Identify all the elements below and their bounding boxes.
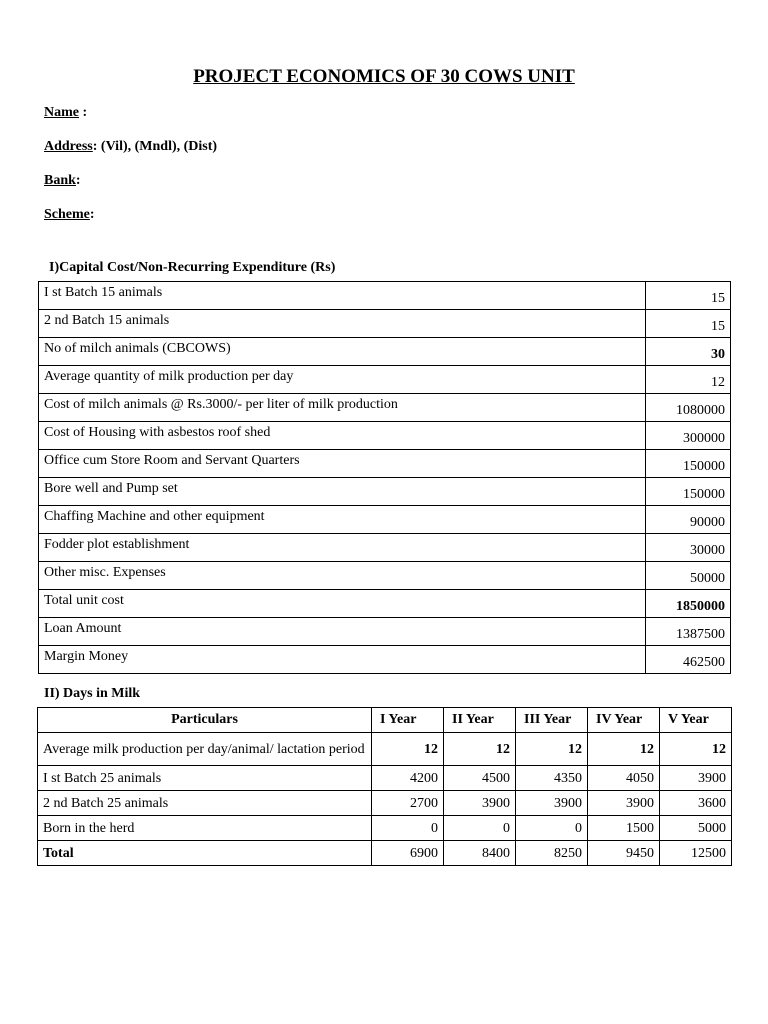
scheme-field	[44, 207, 95, 223]
row-value: 90000	[646, 506, 731, 534]
row-label: Bore well and Pump set	[39, 478, 646, 506]
row-label: Average quantity of milk production per day	[39, 366, 646, 394]
milk-heading: II) Days in Milk	[44, 686, 141, 701]
cell-value: 3900	[444, 791, 516, 816]
cell-value: 8250	[516, 841, 588, 866]
row-value: 30	[646, 338, 731, 366]
scheme-suffix: :	[89, 207, 95, 222]
row-label: I st Batch 25 animals	[38, 766, 372, 791]
bank-field	[44, 173, 81, 189]
cell-value: 3900	[588, 791, 660, 816]
table-row	[38, 766, 732, 791]
row-value: 50000	[646, 562, 731, 590]
cell-value: 4050	[588, 766, 660, 791]
row-label: 2 nd Batch 25 animals	[38, 791, 372, 816]
bank-suffix: :	[75, 173, 81, 188]
row-value: 300000	[646, 422, 731, 450]
row-value: 1080000	[646, 394, 731, 422]
bank-label: Bank	[44, 173, 76, 188]
row-value: 1850000	[646, 590, 731, 618]
table-row	[39, 534, 731, 562]
cell-value: 1500	[588, 816, 660, 841]
cell-value: 4200	[372, 766, 444, 791]
table-row	[39, 450, 731, 478]
cell-value: 12500	[660, 841, 732, 866]
cell-value: 0	[444, 816, 516, 841]
cell-value: 12	[372, 733, 444, 766]
table-row	[39, 422, 731, 450]
col-header: III Year	[516, 708, 588, 733]
table-row	[39, 338, 731, 366]
address-label: Address	[44, 139, 93, 154]
table-row	[38, 791, 732, 816]
cell-value: 3600	[660, 791, 732, 816]
table-row	[39, 562, 731, 590]
col-header: I Year	[372, 708, 444, 733]
cell-value: 2700	[372, 791, 444, 816]
cell-value: 4500	[444, 766, 516, 791]
row-label: Total unit cost	[39, 590, 646, 618]
address-field	[44, 139, 217, 155]
capital-cost-table	[38, 281, 731, 674]
cell-value: 6900	[372, 841, 444, 866]
capital-heading: I)Capital Cost/Non-Recurring Expenditure (Rs)	[49, 260, 336, 275]
row-value: 30000	[646, 534, 731, 562]
cell-value: 0	[516, 816, 588, 841]
col-header: Particulars	[38, 708, 372, 733]
name-label: Name	[44, 105, 79, 120]
row-value: 15	[646, 282, 731, 310]
row-label: I st Batch 15 animals	[39, 282, 646, 310]
row-label: Cost of Housing with asbestos roof shed	[39, 422, 646, 450]
cell-value: 0	[372, 816, 444, 841]
cell-value: 4350	[516, 766, 588, 791]
table-row	[39, 590, 731, 618]
table-row	[39, 366, 731, 394]
row-label: Margin Money	[39, 646, 646, 674]
table-row	[38, 841, 732, 866]
col-header: V Year	[660, 708, 732, 733]
cell-value: 12	[588, 733, 660, 766]
row-label: Chaffing Machine and other equipment	[39, 506, 646, 534]
name-field	[44, 105, 87, 121]
row-value: 15	[646, 310, 731, 338]
header-row	[38, 708, 732, 733]
row-label: No of milch animals (CBCOWS)	[39, 338, 646, 366]
col-header: II Year	[444, 708, 516, 733]
cell-value: 3900	[516, 791, 588, 816]
cell-value: 12	[660, 733, 732, 766]
page-title: PROJECT ECONOMICS OF 30 COWS UNIT	[193, 66, 575, 87]
table-row	[39, 646, 731, 674]
table-row	[39, 618, 731, 646]
name-suffix: :	[79, 105, 88, 120]
row-label: Born in the herd	[38, 816, 372, 841]
row-label: Loan Amount	[39, 618, 646, 646]
table-row	[39, 478, 731, 506]
cell-value: 3900	[660, 766, 732, 791]
row-value: 150000	[646, 450, 731, 478]
table-row	[39, 394, 731, 422]
cell-value: 12	[516, 733, 588, 766]
address-value: : (Vil), (Mndl), (Dist)	[92, 139, 218, 154]
row-label: Cost of milch animals @ Rs.3000/- per liter of milk production	[39, 394, 646, 422]
table-row	[39, 506, 731, 534]
row-value: 150000	[646, 478, 731, 506]
days-in-milk-table	[37, 707, 732, 866]
row-value: 462500	[646, 646, 731, 674]
table-row	[38, 816, 732, 841]
row-label: Fodder plot establishment	[39, 534, 646, 562]
cell-value: 8400	[444, 841, 516, 866]
cell-value: 5000	[660, 816, 732, 841]
row-label: Office cum Store Room and Servant Quarters	[39, 450, 646, 478]
row-label: Other misc. Expenses	[39, 562, 646, 590]
scheme-label: Scheme	[44, 207, 90, 222]
table-row	[39, 282, 731, 310]
row-label: Total	[38, 841, 372, 866]
cell-value: 12	[444, 733, 516, 766]
row-value: 1387500	[646, 618, 731, 646]
row-value: 12	[646, 366, 731, 394]
col-header: IV Year	[588, 708, 660, 733]
table-row	[38, 733, 732, 766]
row-label: 2 nd Batch 15 animals	[39, 310, 646, 338]
row-label: Average milk production per day/animal/ lactation period	[38, 733, 372, 766]
table-row	[39, 310, 731, 338]
cell-value: 9450	[588, 841, 660, 866]
